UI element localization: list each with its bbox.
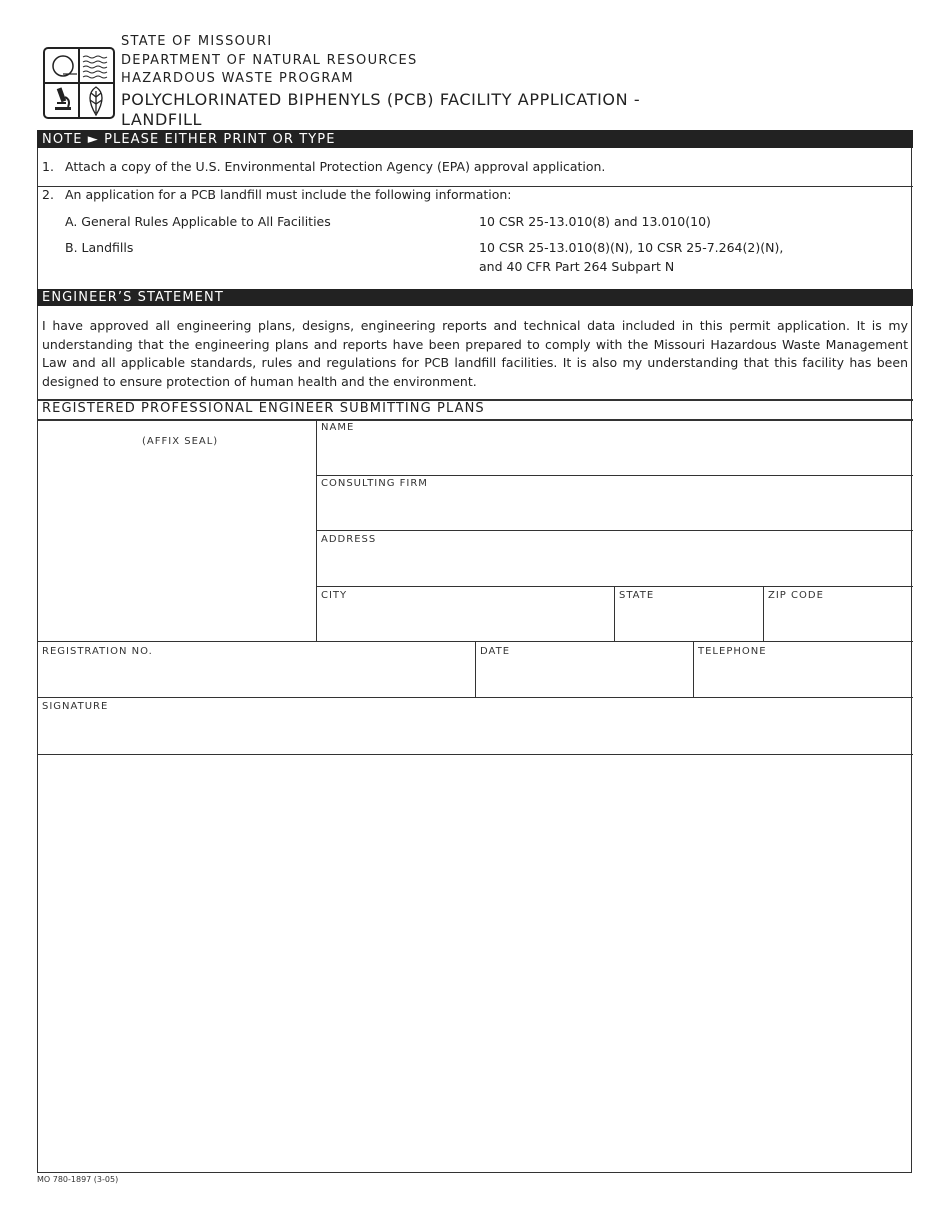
signature-field[interactable] [38, 715, 912, 753]
city-label: CITY [321, 590, 348, 601]
engineer-statement-bar: ENGINEER’S STATEMENT [37, 289, 913, 306]
form-number: MO 780-1897 (3-05) [37, 1175, 119, 1184]
agency-program: HAZARDOUS WASTE PROGRAM [121, 71, 354, 86]
requirement-ref-b-line1: 10 CSR 25-13.010(8)(N), 10 CSR 25-7.264(2)(N), [479, 240, 784, 255]
requirement-ref-b-line2: and 40 CFR Part 264 Subpart N [479, 259, 675, 274]
affix-seal-label: (AFFIX SEAL) [142, 436, 219, 447]
divider [37, 419, 913, 421]
instruction-2-number: 2. [42, 187, 54, 202]
name-field[interactable] [317, 436, 912, 474]
address-label: ADDRESS [321, 534, 377, 545]
requirement-label-b: B. Landfills [65, 240, 134, 255]
instruction-1-text: Attach a copy of the U.S. Environmental Protection Agency (EPA) approval application. [65, 159, 606, 174]
zip-code-field[interactable] [764, 604, 912, 640]
state-field[interactable] [615, 604, 762, 640]
requirement-ref-a: 10 CSR 25-13.010(8) and 13.010(10) [479, 214, 711, 229]
divider [316, 475, 913, 476]
agency-department: DEPARTMENT OF NATURAL RESOURCES [121, 53, 418, 68]
agency-state: STATE OF MISSOURI [121, 34, 273, 49]
divider [37, 697, 913, 698]
consulting-firm-label: CONSULTING FIRM [321, 478, 428, 489]
requirement-label-a: A. General Rules Applicable to All Facilities [65, 214, 331, 229]
name-label: NAME [321, 422, 355, 433]
date-label: DATE [480, 646, 511, 657]
city-field[interactable] [317, 604, 613, 640]
form-title-line1: POLYCHLORINATED BIPHENYLS (PCB) FACILITY APPLICATION - [121, 90, 641, 109]
note-bar: NOTE ► PLEASE EITHER PRINT OR TYPE [37, 130, 913, 148]
form-title-line2: LANDFILL [121, 110, 203, 129]
divider [37, 754, 913, 755]
consulting-firm-field[interactable] [317, 492, 912, 529]
dnr-logo [43, 47, 115, 119]
registration-no-label: REGISTRATION NO. [42, 646, 153, 657]
pe-section-title: REGISTERED PROFESSIONAL ENGINEER SUBMITTING PLANS [42, 401, 485, 416]
instruction-2-text: An application for a PCB landfill must include the following information: [65, 187, 512, 202]
state-label: STATE [619, 590, 655, 601]
date-field[interactable] [476, 660, 692, 696]
divider [316, 530, 913, 531]
telephone-label: TELEPHONE [698, 646, 767, 657]
address-field[interactable] [317, 548, 912, 585]
telephone-field[interactable] [694, 660, 912, 696]
engineer-statement-text: I have approved all engineering plans, designs, engineering reports and technical data included in this permit application. It is my understanding that the engineering plans and reports have been prepared to comply with the Missouri Hazardous Waste Management Law and all applicable standards, rules and regulations for PCB landfill facilities. It is also my understanding that this facility has been designed to ensure protection of human health and the environment. [42, 318, 908, 389]
instruction-1-number: 1. [42, 159, 54, 174]
zip-code-label: ZIP CODE [768, 590, 824, 601]
registration-no-field[interactable] [38, 660, 474, 696]
signature-label: SIGNATURE [42, 701, 109, 712]
